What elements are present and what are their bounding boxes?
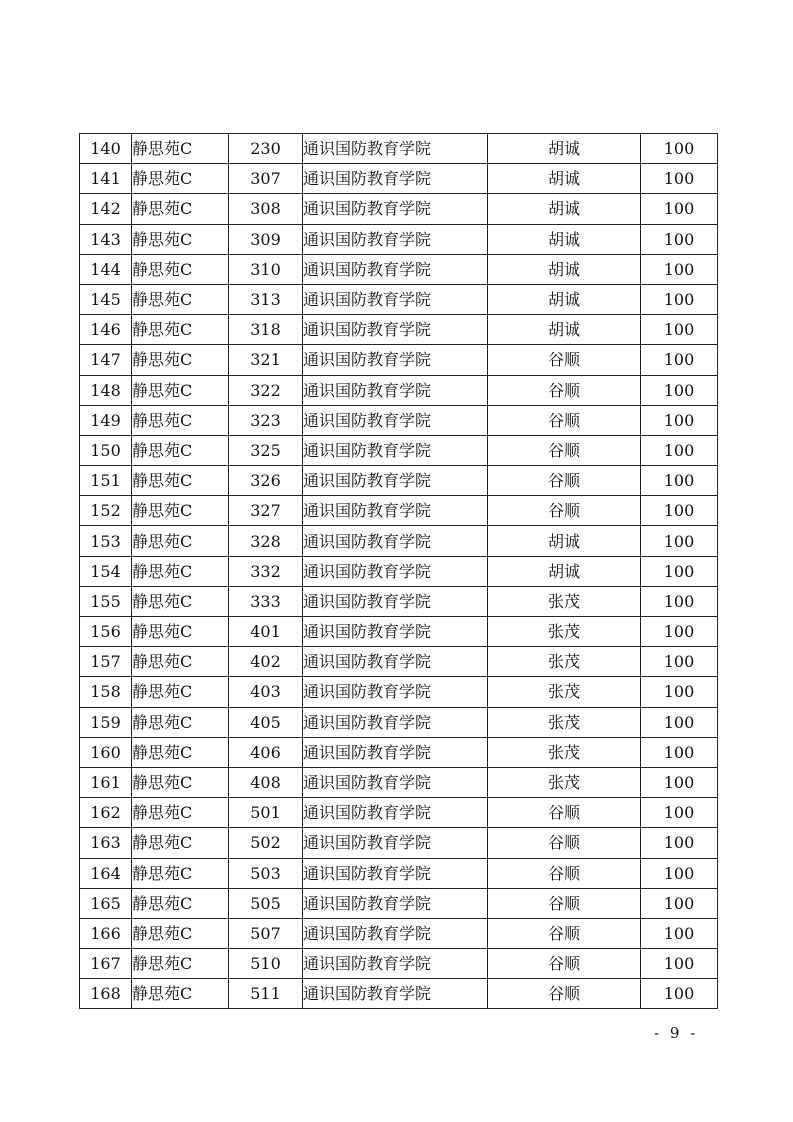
table-row: [80, 918, 718, 948]
score-cell: 100: [641, 315, 718, 345]
building-cell: 静思苑C: [132, 888, 229, 918]
college-cell: 通识国防教育学院: [303, 526, 488, 556]
name-cell: 谷顺: [488, 405, 641, 435]
name-cell: 谷顺: [488, 858, 641, 888]
college-cell: 通识国防教育学院: [303, 164, 488, 194]
row-number-cell: 145: [80, 284, 132, 314]
building-cell: 静思苑C: [132, 375, 229, 405]
name-cell: 张茂: [488, 767, 641, 797]
building-cell: 静思苑C: [132, 586, 229, 616]
score-cell: 100: [641, 194, 718, 224]
name-cell: 谷顺: [488, 435, 641, 465]
table-row: [80, 949, 718, 979]
name-cell: 胡诚: [488, 164, 641, 194]
room-cell: 510: [229, 949, 303, 979]
building-cell: 静思苑C: [132, 918, 229, 948]
name-cell: 张茂: [488, 737, 641, 767]
college-cell: 通识国防教育学院: [303, 888, 488, 918]
room-cell: 332: [229, 556, 303, 586]
table-row: [80, 375, 718, 405]
score-cell: 100: [641, 224, 718, 254]
name-cell: 谷顺: [488, 828, 641, 858]
name-cell: 胡诚: [488, 284, 641, 314]
table-row: [80, 194, 718, 224]
score-cell: 100: [641, 134, 718, 164]
room-cell: 326: [229, 466, 303, 496]
room-cell: 333: [229, 586, 303, 616]
room-cell: 408: [229, 767, 303, 797]
table-row: [80, 647, 718, 677]
row-number-cell: 151: [80, 466, 132, 496]
score-cell: 100: [641, 435, 718, 465]
score-cell: 100: [641, 979, 718, 1009]
table-body: [80, 134, 718, 1009]
table-row: [80, 798, 718, 828]
room-cell: 309: [229, 224, 303, 254]
building-cell: 静思苑C: [132, 737, 229, 767]
score-cell: 100: [641, 767, 718, 797]
score-cell: 100: [641, 496, 718, 526]
college-cell: 通识国防教育学院: [303, 647, 488, 677]
row-number-cell: 157: [80, 647, 132, 677]
row-number-cell: 147: [80, 345, 132, 375]
table-row: [80, 164, 718, 194]
row-number-cell: 153: [80, 526, 132, 556]
room-cell: 402: [229, 647, 303, 677]
room-cell: 318: [229, 315, 303, 345]
table-row: [80, 677, 718, 707]
building-cell: 静思苑C: [132, 617, 229, 647]
row-number-cell: 149: [80, 405, 132, 435]
college-cell: 通识国防教育学院: [303, 617, 488, 647]
row-number-cell: 150: [80, 435, 132, 465]
table-row: [80, 888, 718, 918]
college-cell: 通识国防教育学院: [303, 405, 488, 435]
row-number-cell: 168: [80, 979, 132, 1009]
table-row: [80, 586, 718, 616]
table-row: [80, 254, 718, 284]
room-cell: 403: [229, 677, 303, 707]
score-cell: 100: [641, 466, 718, 496]
score-cell: 100: [641, 798, 718, 828]
score-cell: 100: [641, 949, 718, 979]
college-cell: 通识国防教育学院: [303, 707, 488, 737]
room-cell: 323: [229, 405, 303, 435]
room-cell: 230: [229, 134, 303, 164]
college-cell: 通识国防教育学院: [303, 586, 488, 616]
score-cell: 100: [641, 918, 718, 948]
score-cell: 100: [641, 828, 718, 858]
row-number-cell: 142: [80, 194, 132, 224]
building-cell: 静思苑C: [132, 345, 229, 375]
row-number-cell: 164: [80, 858, 132, 888]
college-cell: 通识国防教育学院: [303, 194, 488, 224]
dormitory-score-table: [79, 133, 718, 1009]
row-number-cell: 159: [80, 707, 132, 737]
college-cell: 通识国防教育学院: [303, 345, 488, 375]
building-cell: 静思苑C: [132, 798, 229, 828]
row-number-cell: 156: [80, 617, 132, 647]
name-cell: 谷顺: [488, 466, 641, 496]
building-cell: 静思苑C: [132, 315, 229, 345]
building-cell: 静思苑C: [132, 254, 229, 284]
room-cell: 511: [229, 979, 303, 1009]
name-cell: 谷顺: [488, 979, 641, 1009]
table-row: [80, 858, 718, 888]
row-number-cell: 162: [80, 798, 132, 828]
table-row: [80, 405, 718, 435]
building-cell: 静思苑C: [132, 858, 229, 888]
room-cell: 328: [229, 526, 303, 556]
row-number-cell: 143: [80, 224, 132, 254]
college-cell: 通识国防教育学院: [303, 466, 488, 496]
score-cell: 100: [641, 254, 718, 284]
name-cell: 谷顺: [488, 496, 641, 526]
row-number-cell: 161: [80, 767, 132, 797]
row-number-cell: 158: [80, 677, 132, 707]
building-cell: 静思苑C: [132, 949, 229, 979]
college-cell: 通识国防教育学院: [303, 979, 488, 1009]
building-cell: 静思苑C: [132, 284, 229, 314]
table-row: [80, 979, 718, 1009]
score-cell: 100: [641, 526, 718, 556]
room-cell: 507: [229, 918, 303, 948]
name-cell: 胡诚: [488, 224, 641, 254]
score-cell: 100: [641, 164, 718, 194]
row-number-cell: 146: [80, 315, 132, 345]
name-cell: 谷顺: [488, 375, 641, 405]
score-cell: 100: [641, 586, 718, 616]
building-cell: 静思苑C: [132, 194, 229, 224]
college-cell: 通识国防教育学院: [303, 767, 488, 797]
name-cell: 胡诚: [488, 526, 641, 556]
score-cell: 100: [641, 284, 718, 314]
name-cell: 谷顺: [488, 918, 641, 948]
room-cell: 501: [229, 798, 303, 828]
college-cell: 通识国防教育学院: [303, 677, 488, 707]
room-cell: 322: [229, 375, 303, 405]
score-cell: 100: [641, 677, 718, 707]
name-cell: 胡诚: [488, 134, 641, 164]
table-row: [80, 496, 718, 526]
row-number-cell: 165: [80, 888, 132, 918]
building-cell: 静思苑C: [132, 435, 229, 465]
table-row: [80, 737, 718, 767]
row-number-cell: 152: [80, 496, 132, 526]
table-row: [80, 466, 718, 496]
college-cell: 通识国防教育学院: [303, 828, 488, 858]
building-cell: 静思苑C: [132, 767, 229, 797]
name-cell: 胡诚: [488, 254, 641, 284]
building-cell: 静思苑C: [132, 466, 229, 496]
table-row: [80, 767, 718, 797]
score-cell: 100: [641, 405, 718, 435]
college-cell: 通识国防教育学院: [303, 254, 488, 284]
room-cell: 505: [229, 888, 303, 918]
college-cell: 通识国防教育学院: [303, 737, 488, 767]
table-row: [80, 617, 718, 647]
table-row: [80, 224, 718, 254]
building-cell: 静思苑C: [132, 134, 229, 164]
score-cell: 100: [641, 888, 718, 918]
building-cell: 静思苑C: [132, 556, 229, 586]
college-cell: 通识国防教育学院: [303, 435, 488, 465]
score-cell: 100: [641, 647, 718, 677]
table-row: [80, 828, 718, 858]
room-cell: 327: [229, 496, 303, 526]
score-cell: 100: [641, 556, 718, 586]
room-cell: 502: [229, 828, 303, 858]
row-number-cell: 144: [80, 254, 132, 284]
room-cell: 321: [229, 345, 303, 375]
building-cell: 静思苑C: [132, 164, 229, 194]
table-row: [80, 556, 718, 586]
room-cell: 401: [229, 617, 303, 647]
room-cell: 503: [229, 858, 303, 888]
room-cell: 307: [229, 164, 303, 194]
room-cell: 310: [229, 254, 303, 284]
college-cell: 通识国防教育学院: [303, 496, 488, 526]
row-number-cell: 166: [80, 918, 132, 948]
college-cell: 通识国防教育学院: [303, 798, 488, 828]
row-number-cell: 163: [80, 828, 132, 858]
room-cell: 406: [229, 737, 303, 767]
name-cell: 张茂: [488, 617, 641, 647]
name-cell: 胡诚: [488, 556, 641, 586]
row-number-cell: 140: [80, 134, 132, 164]
college-cell: 通识国防教育学院: [303, 858, 488, 888]
room-cell: 325: [229, 435, 303, 465]
name-cell: 张茂: [488, 677, 641, 707]
name-cell: 胡诚: [488, 315, 641, 345]
name-cell: 张茂: [488, 647, 641, 677]
name-cell: 张茂: [488, 707, 641, 737]
name-cell: 谷顺: [488, 888, 641, 918]
row-number-cell: 154: [80, 556, 132, 586]
score-cell: 100: [641, 617, 718, 647]
college-cell: 通识国防教育学院: [303, 375, 488, 405]
room-cell: 405: [229, 707, 303, 737]
table-row: [80, 435, 718, 465]
row-number-cell: 160: [80, 737, 132, 767]
name-cell: 谷顺: [488, 798, 641, 828]
building-cell: 静思苑C: [132, 828, 229, 858]
building-cell: 静思苑C: [132, 496, 229, 526]
building-cell: 静思苑C: [132, 677, 229, 707]
college-cell: 通识国防教育学院: [303, 918, 488, 948]
building-cell: 静思苑C: [132, 224, 229, 254]
name-cell: 胡诚: [488, 194, 641, 224]
score-cell: 100: [641, 375, 718, 405]
name-cell: 谷顺: [488, 345, 641, 375]
table-row: [80, 526, 718, 556]
building-cell: 静思苑C: [132, 707, 229, 737]
building-cell: 静思苑C: [132, 647, 229, 677]
name-cell: 张茂: [488, 586, 641, 616]
row-number-cell: 155: [80, 586, 132, 616]
college-cell: 通识国防教育学院: [303, 134, 488, 164]
table-row: [80, 134, 718, 164]
score-cell: 100: [641, 737, 718, 767]
room-cell: 308: [229, 194, 303, 224]
table-row: [80, 315, 718, 345]
building-cell: 静思苑C: [132, 405, 229, 435]
college-cell: 通识国防教育学院: [303, 224, 488, 254]
table-row: [80, 345, 718, 375]
name-cell: 谷顺: [488, 949, 641, 979]
table-row: [80, 707, 718, 737]
score-cell: 100: [641, 858, 718, 888]
college-cell: 通识国防教育学院: [303, 949, 488, 979]
table-row: [80, 284, 718, 314]
college-cell: 通识国防教育学院: [303, 284, 488, 314]
room-cell: 313: [229, 284, 303, 314]
college-cell: 通识国防教育学院: [303, 556, 488, 586]
score-cell: 100: [641, 707, 718, 737]
college-cell: 通识国防教育学院: [303, 315, 488, 345]
score-cell: 100: [641, 345, 718, 375]
row-number-cell: 167: [80, 949, 132, 979]
page-number: - 9 -: [654, 1024, 699, 1042]
row-number-cell: 148: [80, 375, 132, 405]
row-number-cell: 141: [80, 164, 132, 194]
building-cell: 静思苑C: [132, 526, 229, 556]
building-cell: 静思苑C: [132, 979, 229, 1009]
